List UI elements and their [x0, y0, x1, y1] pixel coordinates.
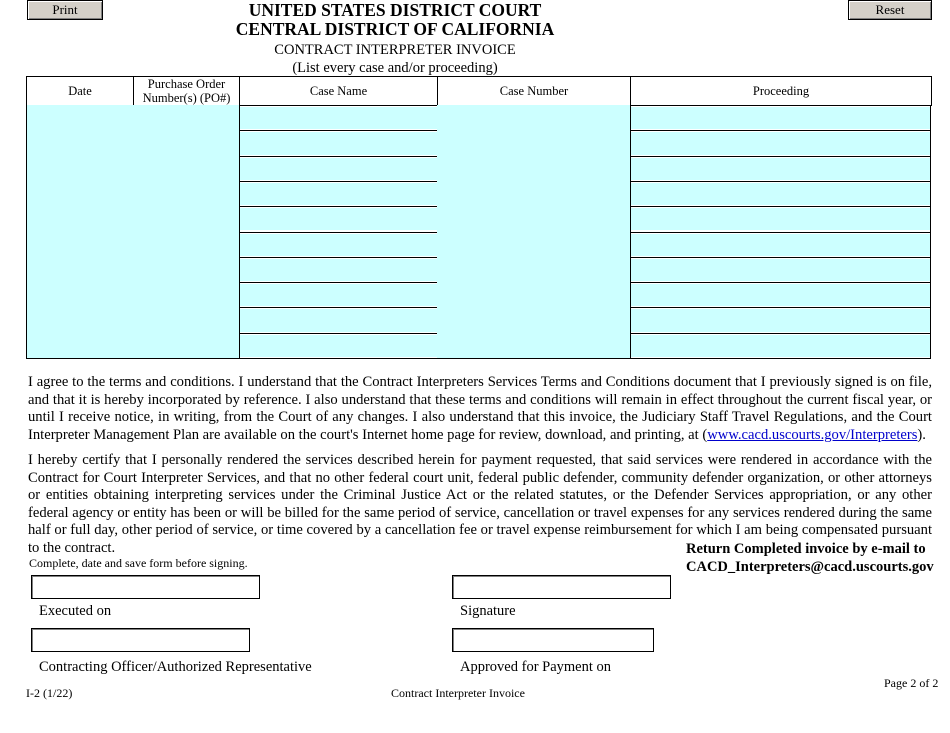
- interpreters-link[interactable]: www.cacd.uscourts.gov/Interpreters: [707, 426, 918, 443]
- row-divider: [239, 181, 437, 182]
- row-divider: [239, 257, 437, 258]
- proceeding-field[interactable]: [631, 234, 931, 256]
- proceeding-field[interactable]: [631, 132, 931, 154]
- row-divider: [630, 307, 931, 308]
- proceeding-field[interactable]: [631, 158, 931, 180]
- row-divider: [239, 232, 437, 233]
- col-case-number: Case Number: [438, 77, 631, 106]
- form-subtitle: (List every case and/or proceeding): [292, 60, 498, 76]
- signature-field[interactable]: [452, 575, 671, 599]
- table-border: [630, 105, 631, 358]
- complete-note: Complete, date and save form before signing.: [29, 556, 248, 570]
- case-name-field[interactable]: [240, 309, 437, 331]
- table-border: [26, 105, 27, 358]
- row-divider: [239, 282, 437, 283]
- case-name-field[interactable]: [240, 335, 437, 357]
- proceeding-field[interactable]: [631, 309, 931, 331]
- case-name-field[interactable]: [240, 107, 437, 129]
- case-name-field[interactable]: [240, 158, 437, 180]
- proceeding-field[interactable]: [631, 284, 931, 306]
- row-divider: [630, 333, 931, 334]
- officer-field[interactable]: [31, 628, 250, 652]
- date-po-fill-area[interactable]: [26, 105, 239, 358]
- row-divider: [630, 181, 931, 182]
- row-divider: [239, 307, 437, 308]
- col-po-number: Purchase Order Number(s) (PO#): [134, 77, 240, 106]
- case-name-field[interactable]: [240, 234, 437, 256]
- signature-label: Signature: [460, 603, 516, 619]
- case-name-field[interactable]: [240, 284, 437, 306]
- row-divider: [239, 206, 437, 207]
- case-number-fill-area[interactable]: [437, 105, 630, 358]
- invoice-table-header: [26, 76, 932, 106]
- col-proceeding: Proceeding: [631, 77, 932, 106]
- print-button[interactable]: Print: [27, 0, 103, 20]
- table-border: [26, 358, 931, 359]
- row-divider: [239, 130, 437, 131]
- executed-on-field[interactable]: [31, 575, 260, 599]
- page-number: Page 2 of 2: [884, 676, 939, 690]
- proceeding-field[interactable]: [631, 183, 931, 205]
- row-divider: [630, 156, 931, 157]
- case-name-field[interactable]: [240, 259, 437, 281]
- return-email: CACD_Interpreters@cacd.uscourts.gov: [686, 559, 934, 575]
- proceeding-field[interactable]: [631, 107, 931, 129]
- reset-button[interactable]: Reset: [848, 0, 932, 20]
- footer-form-name: Contract Interpreter Invoice: [391, 686, 525, 700]
- col-date: Date: [27, 77, 134, 106]
- row-divider: [630, 257, 931, 258]
- certification-paragraph: I hereby certify that I personally rendered the services described herein for payment requested, that said services were rendered in accordance with the Contract for Court Interpreter Services, and that no other federal court unit, federal public defender, community defender organization, or other attorneys or entities obtaining interpreting services under the Criminal Justice Act or the related statutes, or the Defender Services appropriation, or any other federal agency or entity has been or will be billed for the same period of service, cancellation or travel expenses for any services rendered during the same half or full day, other period of service, or time covered by a cancellation fee or travel expense reimbursement for which I am being compensated pursuant to the contract.: [28, 452, 932, 556]
- case-name-field[interactable]: [240, 208, 437, 230]
- terms-paragraph: I agree to the terms and conditions. I understand that the Contract Interpreters Services Terms and Conditions document that I previously signed is on file, and that it is hereby incorporated by reference. I also understand that these terms and conditions will remain in effect throughout the current fiscal year, or until I receive notice, in writing, from the Court of any changes. I also understand that this invoice, the Judiciary Staff Travel Regulations, and the Court Interpreter Management Plan are available on the court's Internet home page for review, download, and printing, at (www.cacd.uscourts.gov/Interpreters).: [28, 374, 932, 443]
- col-case-name: Case Name: [240, 77, 438, 106]
- return-instruction: Return Completed invoice by e-mail to: [686, 541, 926, 557]
- case-name-field[interactable]: [240, 183, 437, 205]
- row-divider: [630, 282, 931, 283]
- row-divider: [630, 130, 931, 131]
- row-divider: [239, 333, 437, 334]
- approved-label: Approved for Payment on: [460, 659, 612, 675]
- proceeding-field[interactable]: [631, 208, 931, 230]
- executed-on-label: Executed on: [39, 603, 112, 619]
- form-title: CONTRACT INTERPRETER INVOICE: [274, 42, 516, 58]
- court-name-line2: CENTRAL DISTRICT OF CALIFORNIA: [235, 19, 555, 39]
- row-divider: [630, 206, 931, 207]
- form-code: I-2 (1/22): [26, 686, 73, 700]
- case-name-field[interactable]: [240, 132, 437, 154]
- proceeding-field[interactable]: [631, 335, 931, 357]
- court-name-line1: UNITED STATES DISTRICT COURT: [248, 0, 542, 20]
- table-border: [930, 105, 931, 358]
- row-divider: [630, 232, 931, 233]
- table-border: [239, 105, 240, 358]
- approved-on-field[interactable]: [452, 628, 654, 652]
- proceeding-field[interactable]: [631, 259, 931, 281]
- officer-label: Contracting Officer/Authorized Representative: [39, 659, 312, 675]
- row-divider: [239, 156, 437, 157]
